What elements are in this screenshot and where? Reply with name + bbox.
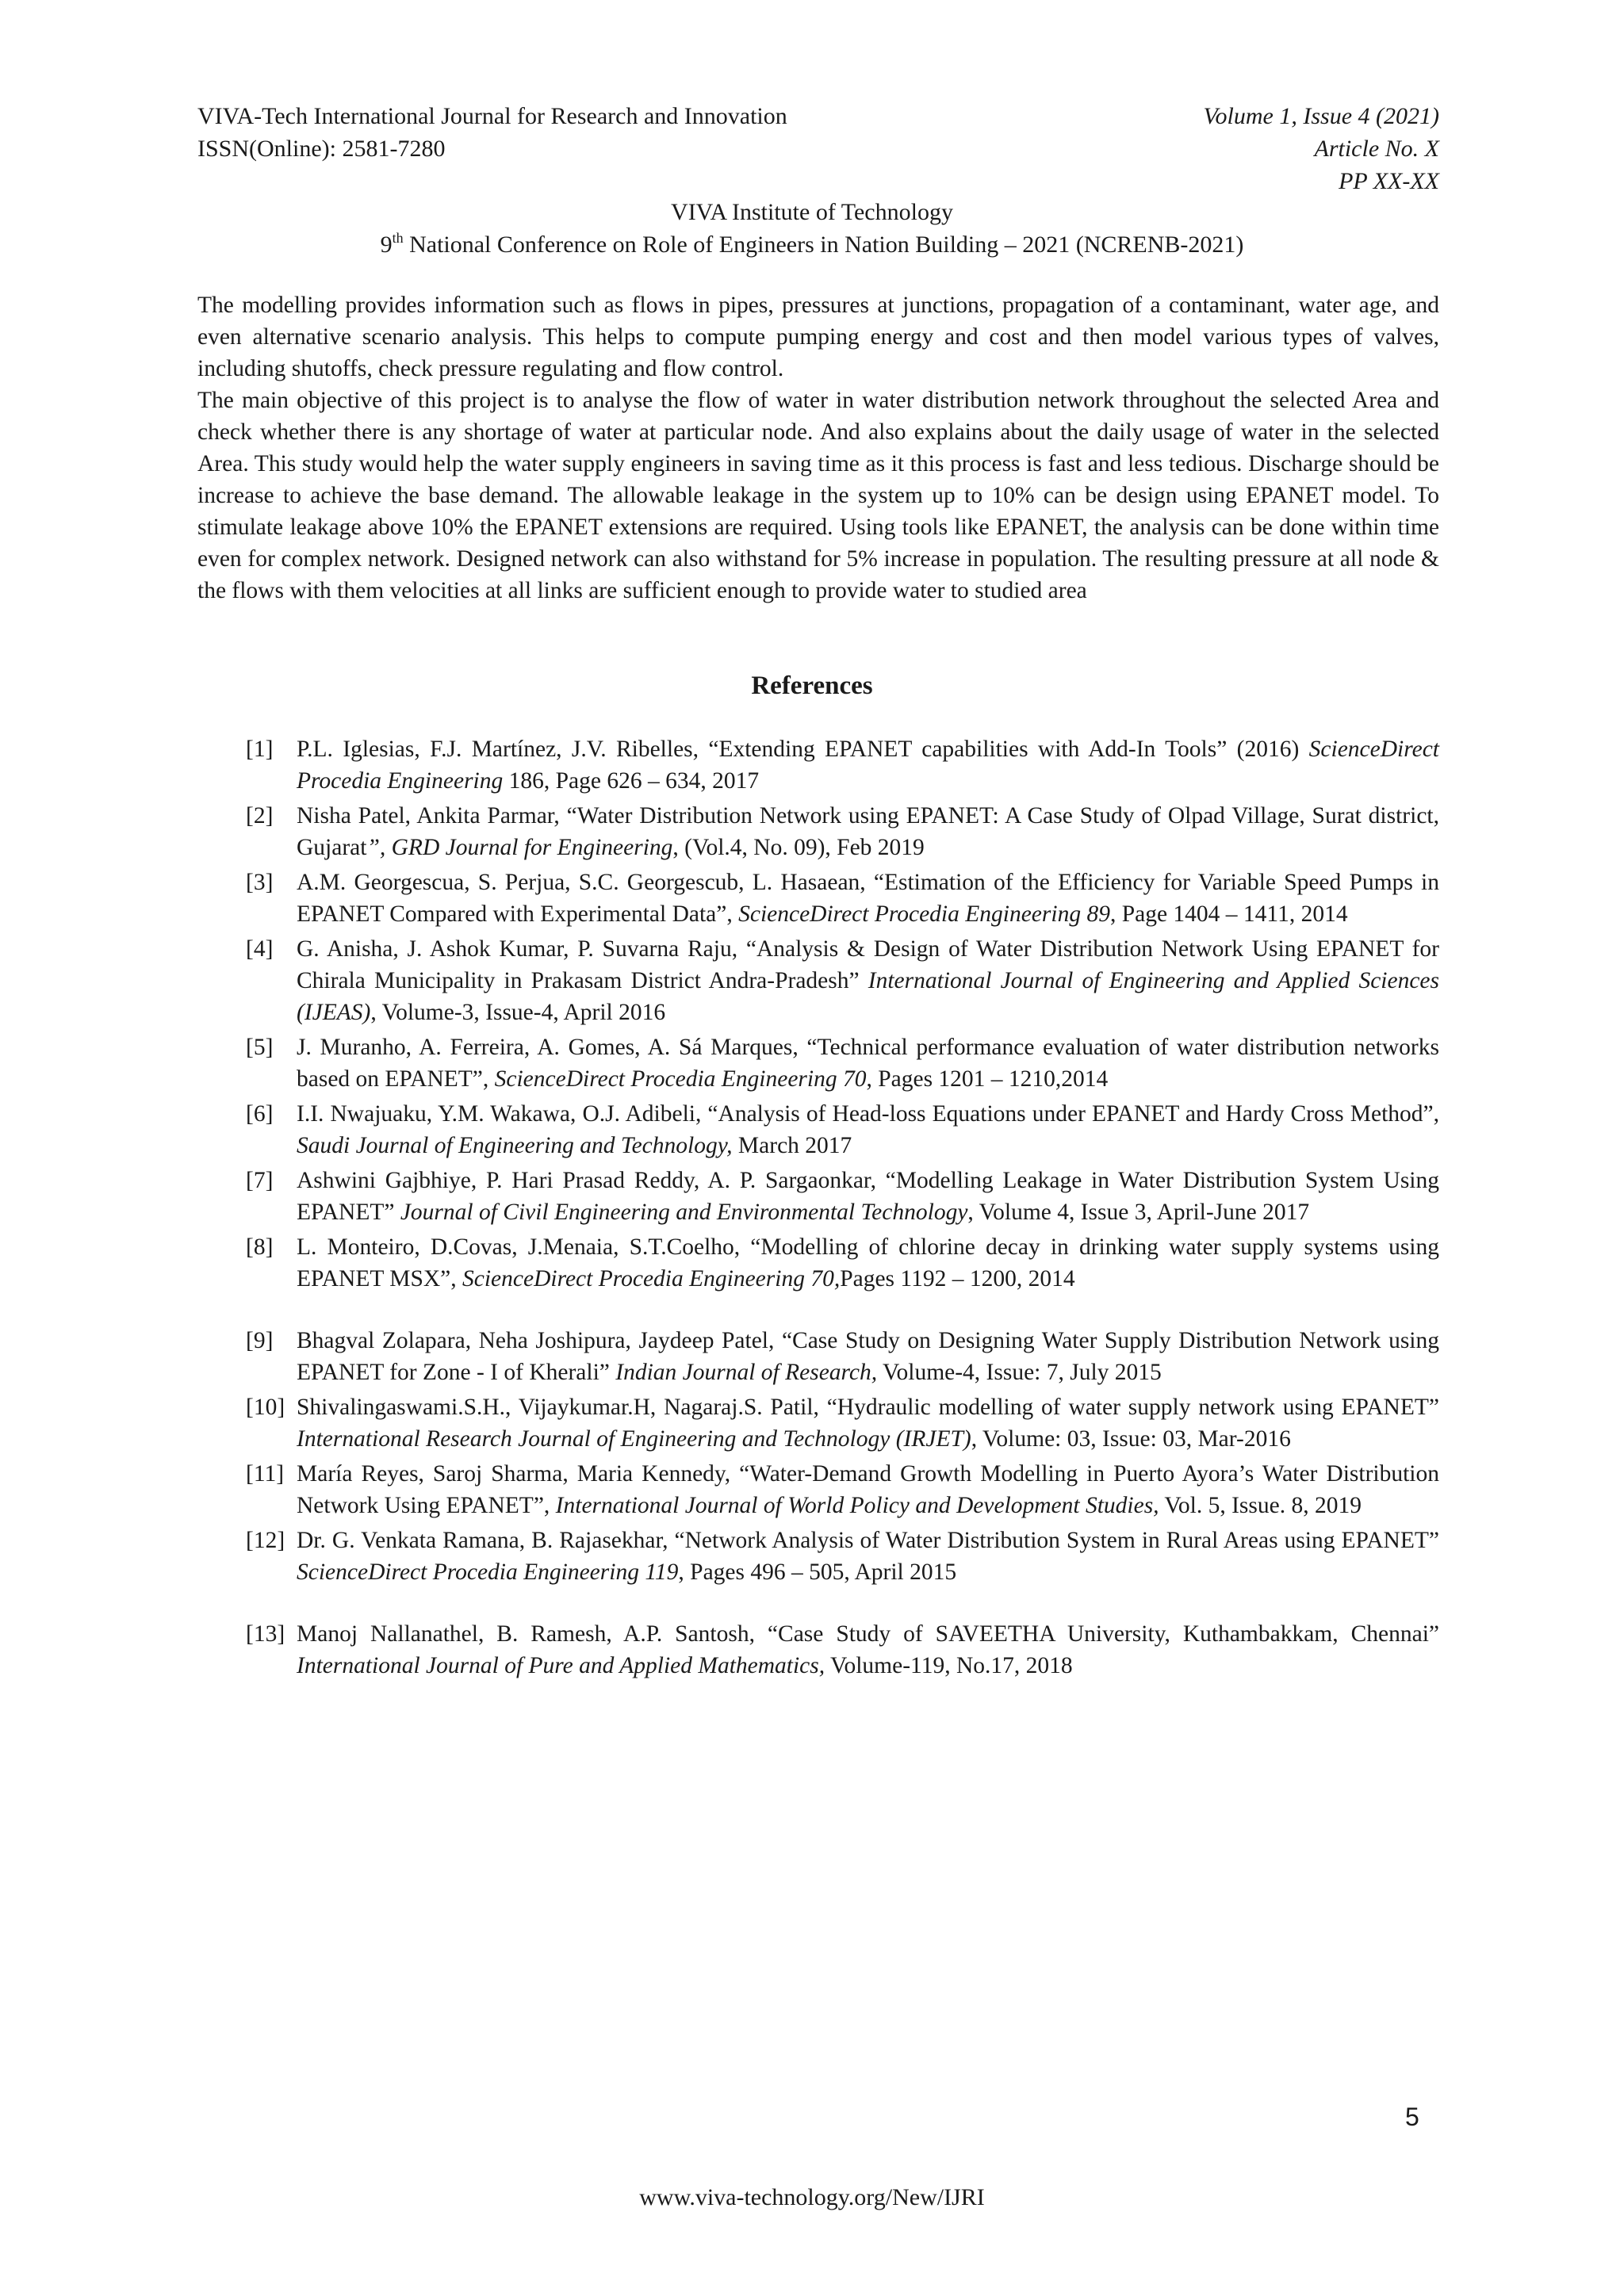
reference-authors: Shivalingaswami.S.H., Vijaykumar.H, Nagaraj.S. Patil, “Hydraulic modelling of water supply network using EPANET” bbox=[297, 1395, 1439, 1420]
reference-source: International Research Journal of Engineering and Technology (IRJET) bbox=[297, 1426, 971, 1452]
journal-header bbox=[197, 100, 787, 165]
footer-url: www.viva-technology.org/New/IJRI bbox=[639, 2184, 985, 2210]
reference-item bbox=[246, 1031, 1439, 1095]
reference-details: , (Vol.4, No. 09), Feb 2019 bbox=[672, 835, 925, 860]
reference-number: [12] bbox=[246, 1528, 285, 1553]
conference-ordinal-suffix: th bbox=[392, 230, 404, 246]
reference-source: ScienceDirect Procedia Engineering 89 bbox=[738, 901, 1110, 927]
reference-number: [13] bbox=[246, 1621, 285, 1647]
reference-authors: Dr. G. Venkata Ramana, B. Rajasekhar, “Network Analysis of Water Distribution System in Rural Areas using EPANET” bbox=[297, 1528, 1439, 1553]
reference-item bbox=[246, 867, 1439, 930]
conference-name bbox=[0, 228, 1624, 261]
institute-name: VIVA Institute of Technology bbox=[671, 199, 953, 225]
reference-number: [3] bbox=[246, 870, 274, 895]
reference-authors: Nisha Patel, Ankita Parmar, “Water Distribution Network using EPANET: A Case Study of Olpad Village, Surat district, Gujarat bbox=[297, 803, 1439, 860]
reference-details: Pages 1192 – 1200, 2014 bbox=[840, 1266, 1075, 1292]
reference-source: ScienceDirect Procedia Engineering 119 bbox=[297, 1559, 679, 1585]
reference-authors: María Reyes, Saroj Sharma, Maria Kennedy, “Water-Demand Growth Modelling in Puerto Ayora’s Water Distribution Network Using EPANET”, bbox=[297, 1461, 1439, 1518]
volume-issue: Volume 1, Issue 4 (2021) bbox=[1203, 103, 1439, 129]
reference-authors: L. Monteiro, D.Covas, J.Menaia, S.T.Coelho, “Modelling of chlorine decay in drinking water supply systems using EPANET MSX”, bbox=[297, 1234, 1439, 1292]
reference-number: [11] bbox=[246, 1461, 285, 1487]
reference-item bbox=[246, 1618, 1439, 1682]
reference-number: [1] bbox=[246, 737, 274, 762]
reference-source: International Journal of Engineering and Applied Sciences (IJEAS) bbox=[297, 968, 1439, 1025]
reference-spacer bbox=[246, 1298, 1439, 1325]
reference-source: International Journal of World Policy and Development Studies, bbox=[555, 1493, 1159, 1518]
journal-issn: ISSN(Online): 2581-7280 bbox=[197, 136, 446, 162]
reference-item bbox=[246, 1165, 1439, 1228]
reference-details: Vol. 5, Issue. 8, 2019 bbox=[1159, 1493, 1362, 1518]
conference-ordinal: 9 bbox=[380, 232, 393, 258]
reference-details: , Pages 496 – 505, April 2015 bbox=[678, 1559, 957, 1585]
reference-authors: Bhagval Zolapara, Neha Joshipura, Jaydeep Patel, “Case Study on Designing Water Supply Distribution Network using EPANET for Zone - I of Kherali” bbox=[297, 1328, 1439, 1385]
reference-details: Volume-119, No.17, 2018 bbox=[825, 1653, 1073, 1678]
reference-details: , Volume 4, Issue 3, April-June 2017 bbox=[967, 1200, 1310, 1225]
reference-source: Saudi Journal of Engineering and Technology, bbox=[297, 1133, 733, 1158]
reference-source: ScienceDirect Procedia Engineering 70, bbox=[462, 1266, 841, 1292]
reference-number: [7] bbox=[246, 1168, 274, 1193]
reference-source: International Journal of Pure and Applied Mathematics, bbox=[297, 1653, 825, 1678]
reference-details: March 2017 bbox=[732, 1133, 852, 1158]
reference-source: Journal of Civil Engineering and Environmental Technology bbox=[400, 1200, 968, 1225]
conference-title: National Conference on Role of Engineers in Nation Building – 2021 (NCRENB-2021) bbox=[403, 232, 1244, 258]
reference-item bbox=[246, 1458, 1439, 1521]
reference-number: [8] bbox=[246, 1234, 274, 1260]
reference-authors: P.L. Iglesias, F.J. Martínez, J.V. Ribelles, “Extending EPANET capabilities with Add-In Tools” (2016) bbox=[297, 737, 1309, 762]
reference-details: , Volume: 03, Issue: 03, Mar-2016 bbox=[971, 1426, 1291, 1452]
reference-number: [10] bbox=[246, 1395, 285, 1420]
reference-source: ”, GRD Journal for Engineering bbox=[366, 835, 673, 860]
reference-item bbox=[246, 1391, 1439, 1455]
reference-number: [5] bbox=[246, 1035, 274, 1060]
body-paragraph: The modelling provides information such as flows in pipes, pressures at junctions, propagation of a contaminant, water age, and even alternative scenario analysis. This helps to compute pumping energy and cost and then model various types of valves, including shutoffs, check pressure regulating and flow control. bbox=[197, 293, 1439, 381]
reference-authors: I.I. Nwajuaku, Y.M. Wakawa, O.J. Adibeli, “Analysis of Head-loss Equations under EPANET and Hardy Cross Method”, bbox=[297, 1101, 1439, 1127]
reference-authors: Manoj Nallanathel, B. Ramesh, A.P. Santosh, “Case Study of SAVEETHA University, Kuthambakkam, Chennai” bbox=[297, 1621, 1439, 1647]
reference-number: [2] bbox=[246, 803, 274, 828]
body-text bbox=[197, 289, 1439, 607]
reference-details: , Pages 1201 – 1210,2014 bbox=[866, 1066, 1109, 1092]
reference-item bbox=[246, 933, 1439, 1028]
body-paragraph: The main objective of this project is to analyse the flow of water in water distribution network throughout the selected Area and check whether there is any shortage of water at particular node. And also explains about the daily usage of water in the selected Area. This study would help the water supply engineers in saving time as it this process is fast and less tedious. Discharge should be increase to achieve the base demand. The allowable leakage in the system up to 10% can be design using EPANET model. To stimulate leakage above 10% the EPANET extensions are required. Using tools like EPANET, the analysis can be done within time even for complex network. Designed network can also withstand for 5% increase in population. The resulting pressure at all node & the flows with them velocities at all links are sufficient enough to provide water to studied area bbox=[197, 388, 1439, 603]
reference-item bbox=[246, 1325, 1439, 1388]
reference-details: , Volume-3, Issue-4, April 2016 bbox=[370, 1000, 666, 1025]
reference-item bbox=[246, 800, 1439, 863]
issue-header bbox=[1204, 100, 1439, 197]
reference-authors: J. Muranho, A. Ferreira, A. Gomes, A. Sá Marques, “Technical performance evaluation of water distribution networks based on EPANET”, bbox=[297, 1035, 1439, 1092]
reference-details: 186, Page 626 – 634, 2017 bbox=[503, 768, 760, 794]
reference-authors: A.M. Georgescua, S. Perjua, S.C. Georgescub, L. Hasaean, “Estimation of the Efficiency for Variable Speed Pumps in EPANET Compared with Experimental Data”, bbox=[297, 870, 1439, 927]
reference-item bbox=[246, 1231, 1439, 1295]
reference-number: [6] bbox=[246, 1101, 274, 1127]
reference-spacer bbox=[246, 1591, 1439, 1618]
reference-item bbox=[246, 1525, 1439, 1588]
journal-name: VIVA-Tech International Journal for Research and Innovation bbox=[197, 103, 787, 129]
reference-source: ScienceDirect Procedia Engineering 70 bbox=[494, 1066, 867, 1092]
page-number: 5 bbox=[1405, 2103, 1419, 2131]
reference-number: [9] bbox=[246, 1328, 274, 1353]
references-list bbox=[246, 733, 1439, 1685]
reference-authors: Ashwini Gajbhiye, P. Hari Prasad Reddy, A. P. Sargaonkar, “Modelling Leakage in Water Distribution System Using EPANET” bbox=[297, 1168, 1439, 1225]
reference-number: [4] bbox=[246, 936, 274, 962]
reference-details: , Page 1404 – 1411, 2014 bbox=[1109, 901, 1348, 927]
reference-details: Volume-4, Issue: 7, July 2015 bbox=[877, 1360, 1162, 1385]
reference-item bbox=[246, 1098, 1439, 1161]
references-heading: References bbox=[751, 672, 873, 700]
reference-source: ScienceDirect Procedia Engineering bbox=[297, 737, 1439, 794]
page-range: PP XX-XX bbox=[1339, 168, 1439, 194]
reference-authors: G. Anisha, J. Ashok Kumar, P. Suvarna Raju, “Analysis & Design of Water Distribution Network Using EPANET for Chirala Municipality in Prakasam District Andra-Pradesh” bbox=[297, 936, 1439, 993]
reference-source: Indian Journal of Research, bbox=[615, 1360, 878, 1385]
article-number: Article No. X bbox=[1314, 136, 1439, 162]
reference-item bbox=[246, 733, 1439, 797]
